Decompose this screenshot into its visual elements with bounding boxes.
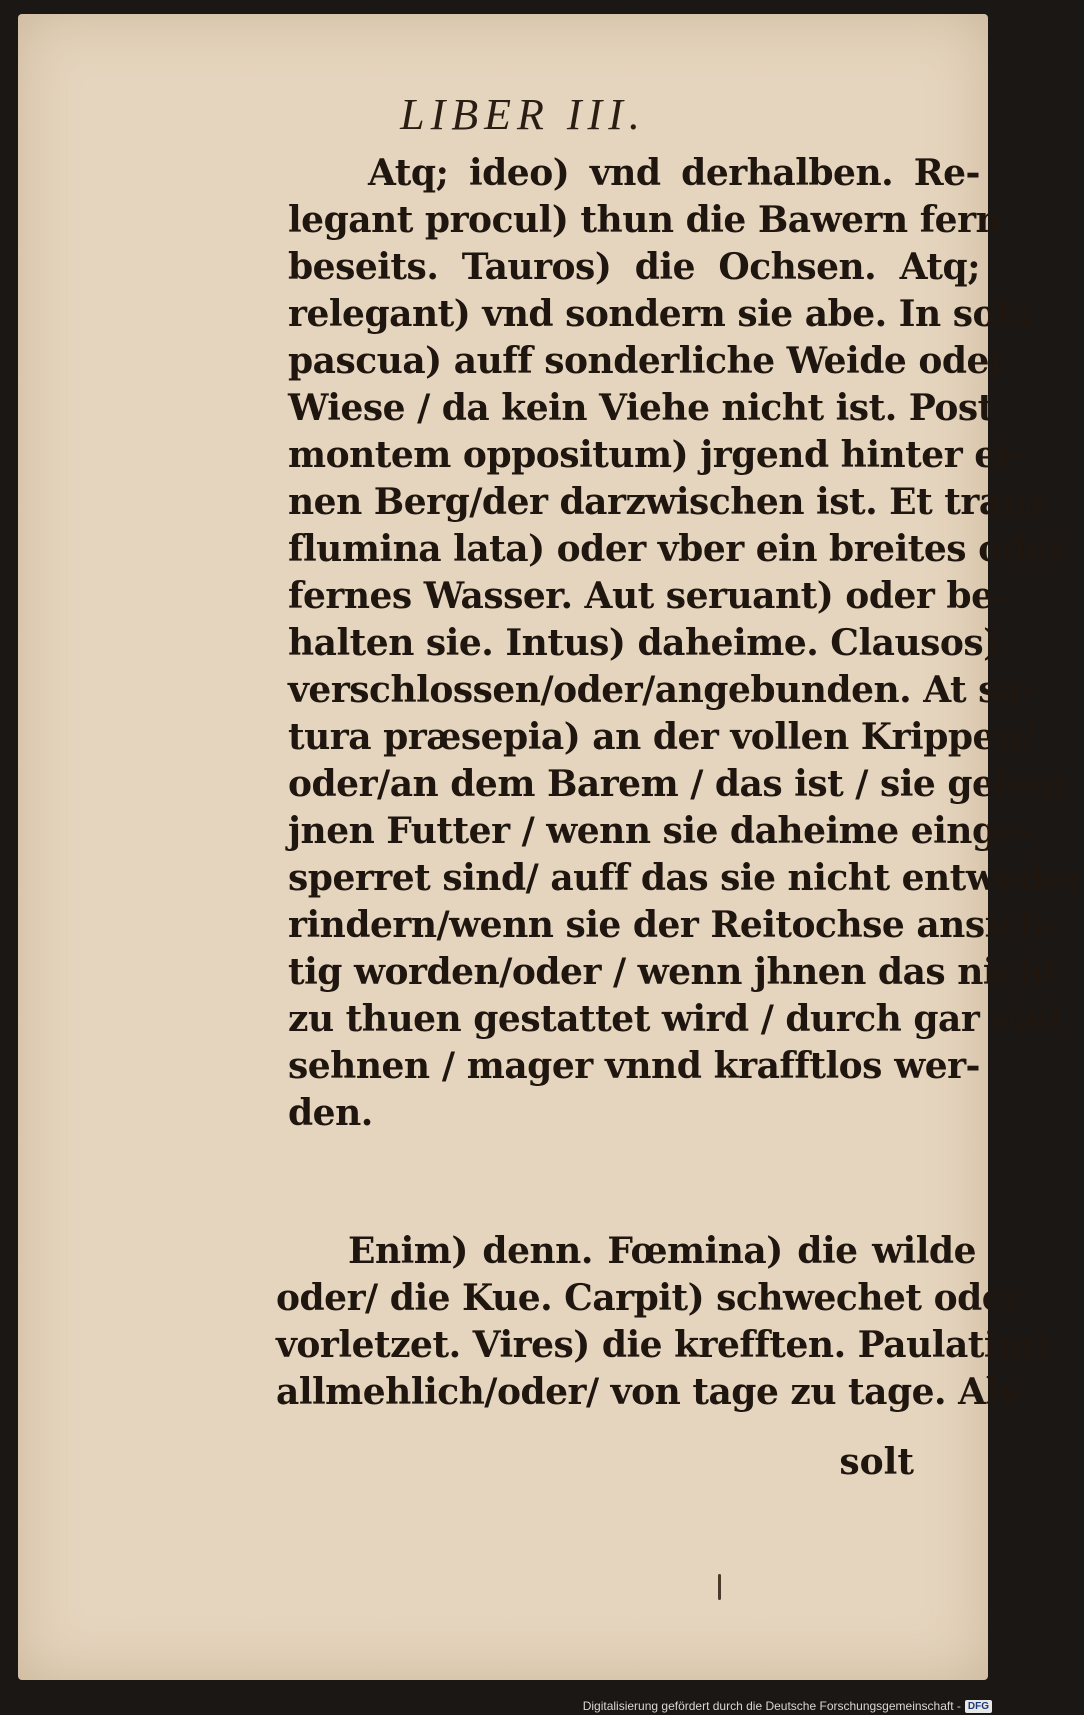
ink-mark xyxy=(718,1574,721,1600)
text-line: sperret sind/ auff das sie nicht entweder xyxy=(288,857,1084,899)
text-line: halten sie. Intus) daheime. Clausos) xyxy=(288,622,1000,664)
text-line: relegant) vnd sondern sie abe. In sola xyxy=(288,293,1032,335)
digitization-footer xyxy=(583,1699,992,1713)
text-line: fernes Wasser. Aut seruant) oder be- xyxy=(288,575,1008,617)
text-line: oder/ die Kue. Carpit) schwechet oder xyxy=(276,1277,1023,1319)
text-line: legant procul) thun die Bawern fern xyxy=(288,199,1002,241)
text-line: montem oppositum) jrgend hinter ei- xyxy=(288,434,1025,476)
text-line: oder/an dem Barem / das ist / sie geben xyxy=(288,763,1068,805)
text-line: Atq; ideo) vnd derhalben. Re- xyxy=(368,152,980,194)
text-line: tig worden/oder / wenn jhnen das nicht xyxy=(288,951,1060,993)
text-line: pascua) auff sonderliche Weide oder xyxy=(288,340,1008,382)
dfg-logo-icon: DFG xyxy=(965,1700,992,1713)
text-line: vorletzet. Vires) die krefften. Paulatim) xyxy=(276,1324,1052,1366)
text-line: sehnen / mager vnnd krafftlos wer- xyxy=(288,1045,980,1087)
running-header: LIBER III. xyxy=(400,90,646,139)
text-line: rindern/wenn sie der Reitochse ansich- xyxy=(288,904,1060,946)
text-line: nen Berg/der darzwischen ist. Et trans xyxy=(288,481,1048,523)
text-line: Enim) denn. Fœmina) die wilde xyxy=(348,1230,976,1272)
text-block-1 xyxy=(288,150,1084,1137)
text-line: zu thuen gestattet wird / durch gar viel xyxy=(288,998,1061,1040)
text-line: allmehlich/oder/ von tage zu tage. Als xyxy=(276,1371,1019,1413)
text-line: den. xyxy=(288,1092,373,1134)
text-line: beseits. Tauros) die Ochsen. Atq; xyxy=(288,246,980,288)
text-line: tura præsepia) an der vollen Krippen/ xyxy=(288,716,1034,758)
text-line: verschlossen/oder/angebunden. At sa- xyxy=(288,669,1036,711)
footer-text: Digitalisierung gefördert durch die Deutsche Forschungsgemeinschaft - xyxy=(582,1699,961,1713)
text-block-2 xyxy=(276,1228,1052,1416)
text-line: jnen Futter / wenn sie daheime einge- xyxy=(288,810,1034,852)
text-line: flumina lata) oder vber ein breites oder xyxy=(288,528,1068,570)
catchword: solt xyxy=(839,1441,914,1483)
book-page xyxy=(18,14,1084,1680)
text-line: Wiese / da kein Viehe nicht ist. Post xyxy=(288,387,994,429)
